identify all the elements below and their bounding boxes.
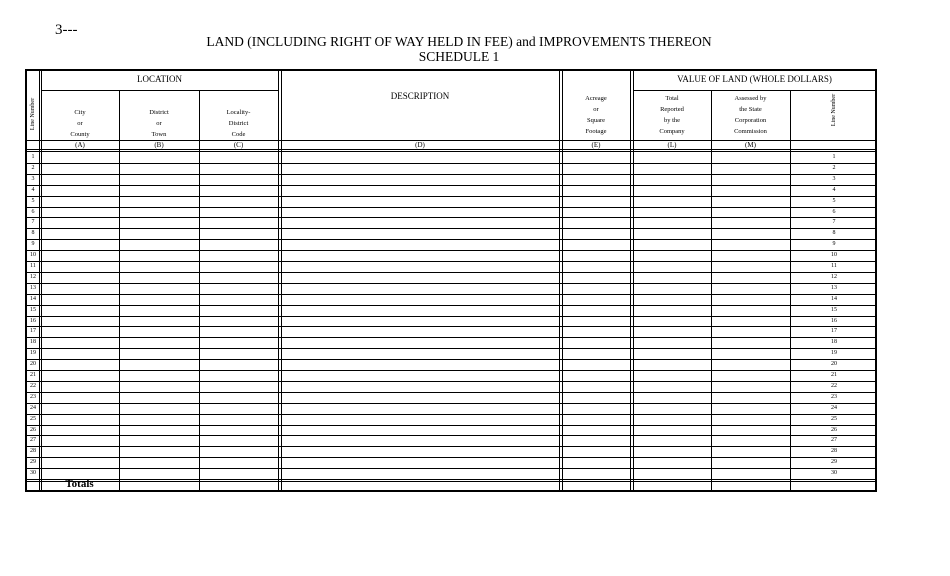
column-header-line: Code	[231, 131, 246, 138]
column-header-line: Total	[665, 95, 679, 102]
column-header-line: Assessed by	[734, 95, 767, 102]
line-number-right: 30	[831, 470, 837, 477]
line-number-right: 6	[832, 208, 836, 215]
line-number-left: 4	[31, 186, 35, 193]
line-number-right: 8	[832, 230, 836, 237]
column-header-line: Locality-	[226, 109, 251, 116]
row-rule	[26, 326, 876, 327]
line-number-left: 8	[31, 230, 35, 237]
table-vertical-rule	[26, 69, 27, 492]
row-rule	[26, 414, 876, 415]
column-header-m	[711, 93, 790, 137]
column-header-c	[199, 107, 278, 140]
line-number-right: 11	[831, 263, 837, 269]
line-number-right: 28	[831, 448, 837, 455]
row-rule	[26, 392, 876, 393]
line-number-left: 2	[31, 164, 35, 171]
column-header-line: Square	[586, 117, 606, 124]
row-rule	[26, 207, 876, 208]
line-number-right: 19	[831, 350, 837, 357]
column-header-line: Commission	[734, 128, 767, 135]
line-number-right: 4	[832, 186, 836, 193]
row-rule	[26, 261, 876, 262]
line-number-left: 6	[31, 208, 35, 215]
column-header-line: Acreage	[585, 95, 607, 102]
row-rule	[26, 446, 876, 447]
row-rule	[26, 239, 876, 240]
line-number-left: 13	[30, 284, 36, 291]
column-header-line: the State	[739, 106, 762, 113]
line-number-left: 16	[30, 317, 36, 324]
column-letter-e: (E)	[591, 141, 601, 149]
column-header-line: Footage	[585, 128, 607, 135]
form-title: LAND (INCLUDING RIGHT OF WAY HELD IN FEE) and IMPROVEMENTS THEREON	[206, 34, 712, 49]
line-number-right: 5	[832, 197, 836, 204]
row-rule	[26, 425, 876, 426]
line-number-right: 12	[831, 273, 837, 280]
line-number-right: 25	[831, 415, 837, 422]
column-header-line: County	[70, 131, 90, 138]
line-number-right: 20	[831, 361, 837, 368]
column-header-b	[119, 107, 199, 140]
form-subtitle: SCHEDULE 1	[418, 49, 500, 64]
column-header-line: by the	[663, 117, 681, 124]
column-header-line: Corporation	[734, 117, 767, 124]
line-number-right: 10	[831, 252, 837, 259]
row-rule	[26, 468, 876, 469]
line-number-left: 23	[30, 393, 36, 400]
row-rule	[26, 435, 876, 436]
line-number-left: 30	[30, 470, 36, 477]
row-rule	[26, 403, 876, 404]
line-number-left: 19	[30, 350, 36, 357]
table-vertical-rule	[559, 69, 560, 492]
line-number-left: 12	[30, 273, 36, 280]
column-header-line: Reported	[660, 106, 684, 113]
column-header-line: or	[77, 120, 83, 127]
row-rule	[26, 185, 876, 186]
column-header-a	[41, 107, 119, 140]
line-number-left: 29	[30, 459, 36, 466]
line-number-right: 18	[831, 339, 837, 346]
line-number-right: 21	[831, 372, 837, 378]
line-number-left: 10	[30, 252, 36, 259]
line-number-left: 18	[30, 339, 36, 346]
row-rule	[26, 272, 876, 273]
line-number-left: 22	[30, 382, 36, 389]
table-horizontal-rule	[26, 70, 876, 71]
line-number-right: 27	[831, 437, 837, 444]
table-horizontal-rule	[633, 90, 875, 91]
value-of-land-group-header: VALUE OF LAND (WHOLE DOLLARS)	[677, 74, 832, 84]
line-number-left: 24	[30, 404, 36, 411]
table-horizontal-rule	[26, 479, 876, 480]
line-number-right: 15	[831, 306, 837, 313]
line-number-right: 22	[831, 382, 837, 389]
line-number-left: 11	[30, 263, 36, 269]
line-number-left: 27	[30, 437, 36, 444]
column-header-e	[562, 93, 630, 137]
location-group-header: LOCATION	[137, 74, 182, 84]
line-number-left: 21	[30, 372, 36, 378]
table-horizontal-rule	[26, 490, 876, 491]
table-vertical-rule	[39, 69, 40, 492]
column-letter-c: (C)	[233, 141, 244, 149]
column-header-line: Company	[659, 128, 685, 135]
line-number-left: 15	[30, 306, 36, 313]
line-number-right: 9	[832, 241, 836, 248]
column-letter-m: (M)	[745, 141, 756, 149]
line-number-right: 2	[832, 164, 836, 171]
line-number-left: 1	[31, 154, 35, 160]
row-rule	[26, 196, 876, 197]
column-header-line: City	[74, 109, 86, 116]
row-rule	[26, 359, 876, 360]
table-horizontal-rule	[41, 90, 278, 91]
column-header-line: or	[156, 120, 162, 127]
column-letter-a: (A)	[75, 141, 85, 149]
line-number-right: 3	[832, 175, 836, 182]
row-rule	[26, 294, 876, 295]
row-rule	[26, 381, 876, 382]
table-vertical-rule	[278, 69, 279, 492]
column-header-line: or	[593, 106, 599, 113]
line-number-left: 25	[30, 415, 36, 422]
column-header-line: District	[228, 120, 249, 127]
line-number-left: 7	[31, 219, 35, 226]
line-number-right: 29	[831, 459, 837, 466]
description-header: DESCRIPTION	[390, 91, 450, 101]
row-rule	[26, 283, 876, 284]
line-number-right: 26	[831, 426, 837, 433]
line-number-left: 28	[30, 448, 36, 455]
row-rule	[26, 163, 876, 164]
table-vertical-rule	[630, 69, 631, 492]
row-rule	[26, 305, 876, 306]
row-rule	[26, 250, 876, 251]
row-rule	[26, 217, 876, 218]
column-letter-d: (D)	[415, 141, 425, 149]
line-number-right: 14	[831, 295, 837, 302]
line-number-right: 24	[831, 404, 837, 411]
line-number-left: 26	[30, 426, 36, 433]
line-number-left: 17	[30, 328, 36, 335]
line-number-left: 5	[31, 197, 35, 204]
column-header-l	[633, 93, 711, 137]
line-number-left: 14	[30, 295, 36, 302]
row-rule	[26, 337, 876, 338]
table-horizontal-rule	[26, 481, 876, 482]
column-header-line: Town	[151, 131, 167, 138]
line-number-right: 1	[832, 154, 836, 160]
table-horizontal-rule	[26, 151, 876, 152]
column-header-line: District	[149, 109, 169, 116]
totals-label: Totals	[65, 478, 94, 490]
row-rule	[26, 348, 876, 349]
row-rule	[26, 316, 876, 317]
line-number-header-left: Line Number	[30, 97, 36, 131]
line-number-header-right: Line Number	[831, 93, 837, 127]
page-code: 3---	[55, 22, 78, 38]
line-number-right: 13	[831, 284, 837, 291]
row-rule	[26, 228, 876, 229]
column-letter-b: (B)	[154, 141, 164, 149]
column-letter-l: (L)	[667, 141, 677, 149]
row-rule	[26, 174, 876, 175]
line-number-left: 3	[31, 175, 35, 182]
row-rule	[26, 457, 876, 458]
table-vertical-rule	[281, 69, 282, 492]
row-rule	[26, 370, 876, 371]
line-number-right: 16	[831, 317, 837, 324]
line-number-left: 9	[31, 241, 35, 248]
line-number-right: 17	[831, 328, 837, 335]
line-number-right: 23	[831, 393, 837, 400]
line-number-left: 20	[30, 361, 36, 368]
line-number-right: 7	[832, 219, 836, 226]
